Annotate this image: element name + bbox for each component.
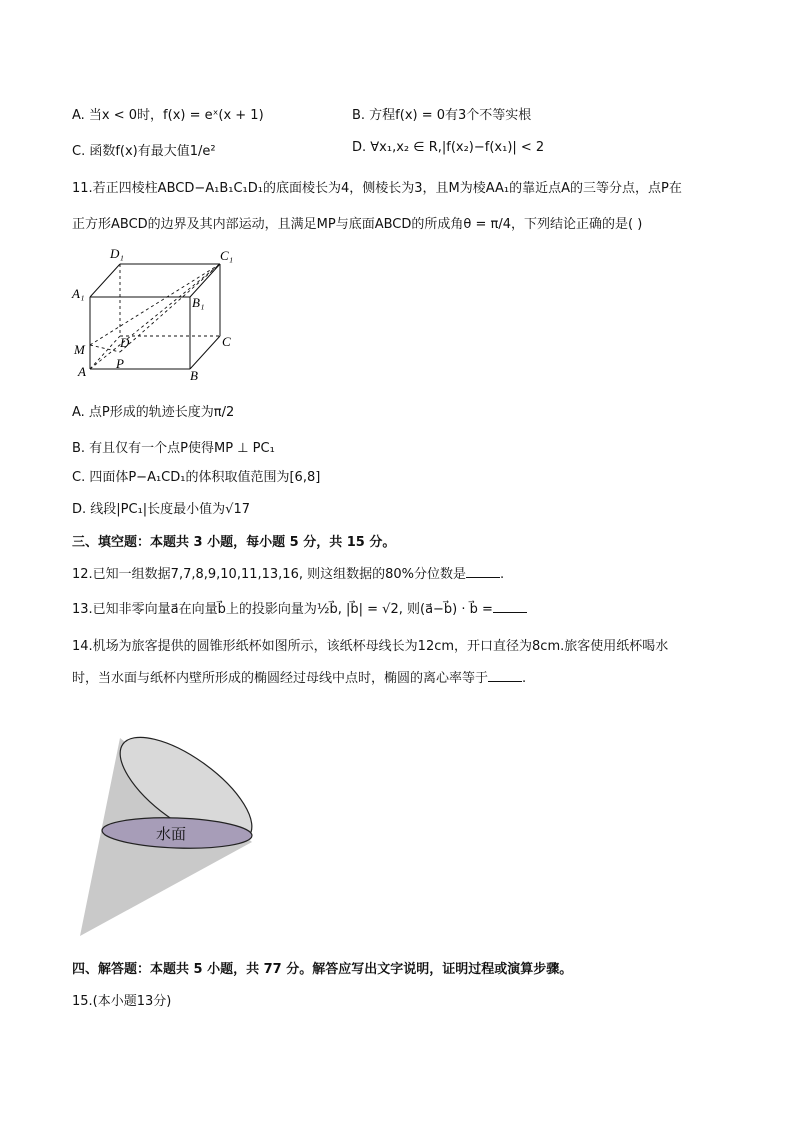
label-A1: A₁ bbox=[72, 286, 85, 301]
label-P: P bbox=[116, 356, 124, 371]
water-label: 水面 bbox=[156, 825, 187, 843]
label-D1: D₁ bbox=[110, 246, 124, 261]
q13-text bbox=[72, 598, 527, 617]
label-C1: C₁ bbox=[220, 248, 234, 263]
q11-option-c: C. 四面体P−A₁CD₁的体积取值范围为[6,8] bbox=[72, 470, 321, 485]
q14-answer-blank[interactable] bbox=[488, 669, 522, 682]
q12-answer-blank[interactable] bbox=[466, 565, 500, 578]
q11-option-b: B. 有且仅有一个点P使得MP ⊥ PC₁ bbox=[72, 441, 275, 456]
q11-stem-line1: 11.若正四棱柱ABCD−A₁B₁C₁D₁的底面棱长为4，侧棱长为3，且M为棱AA₁的靠近点A的三等分点，点P在 bbox=[72, 181, 682, 196]
q15-heading: 15.(本小题13分) bbox=[72, 994, 172, 1009]
q12-stem: 12.已知一组数据7,7,8,9,10,11,13,16, 则这组数据的80%分位数是 bbox=[72, 567, 467, 582]
section-3-heading: 三、填空题：本题共 3 小题，每小题 5 分，共 15 分。 bbox=[72, 535, 396, 550]
label-C: C bbox=[222, 334, 231, 349]
q10-option-d: D. ∀x₁,x₂ ∈ R,|f(x₂)−f(x₁)| < 2 bbox=[352, 140, 545, 155]
q10-option-c: C. 函数f(x)有最大值1/e² bbox=[72, 144, 216, 159]
q11-option-d: D. 线段|PC₁|长度最小值为√17 bbox=[72, 502, 250, 517]
q14-stem-line2: 时，当水面与纸杯内壁所形成的椭圆经过母线中点时，椭圆的离心率等于 bbox=[72, 671, 489, 686]
section-4-heading: 四、解答题：本题共 5 小题，共 77 分。解答应写出文字说明，证明过程或演算步骤。 bbox=[72, 962, 573, 977]
label-D: D bbox=[120, 335, 130, 350]
prism-figure bbox=[70, 244, 250, 384]
label-A: A bbox=[78, 364, 86, 379]
q12-text: 12.已知一组数据7,7,8,9,10,11,13,16, 则这组数据的80%分位数是 . bbox=[72, 567, 505, 582]
q11-stem-line2: 正方形ABCD的边界及其内部运动，且满足MP与底面ABCD的所成角θ = π/4，下列结论正确的是( ) bbox=[72, 217, 643, 232]
label-M: M bbox=[74, 342, 85, 357]
cone-cup-figure bbox=[76, 734, 276, 940]
q11-option-a: A. 点P形成的轨迹长度为π/2 bbox=[72, 405, 235, 420]
q10-option-b: B. 方程f(x) = 0有3个不等实根 bbox=[352, 108, 532, 123]
q10-option-a: A. 当x < 0时，f(x) = eˣ(x + 1) bbox=[72, 108, 264, 123]
q14-stem-line1: 14.机场为旅客提供的圆锥形纸杯如图所示，该纸杯母线长为12cm，开口直径为8cm.旅客使用纸杯喝水 bbox=[72, 639, 669, 654]
q13-answer-blank[interactable] bbox=[493, 600, 527, 613]
label-B1: B₁ bbox=[192, 295, 205, 310]
label-B: B bbox=[190, 368, 198, 383]
q14-text-line2: 时，当水面与纸杯内壁所形成的椭圆经过母线中点时，椭圆的离心率等于 . bbox=[72, 671, 527, 686]
q13-stem: 13.已知非零向量a⃗在向量b⃗上的投影向量为½b⃗, |b⃗| = √2, 则(a⃗−b⃗) · b⃗ = bbox=[72, 602, 493, 617]
